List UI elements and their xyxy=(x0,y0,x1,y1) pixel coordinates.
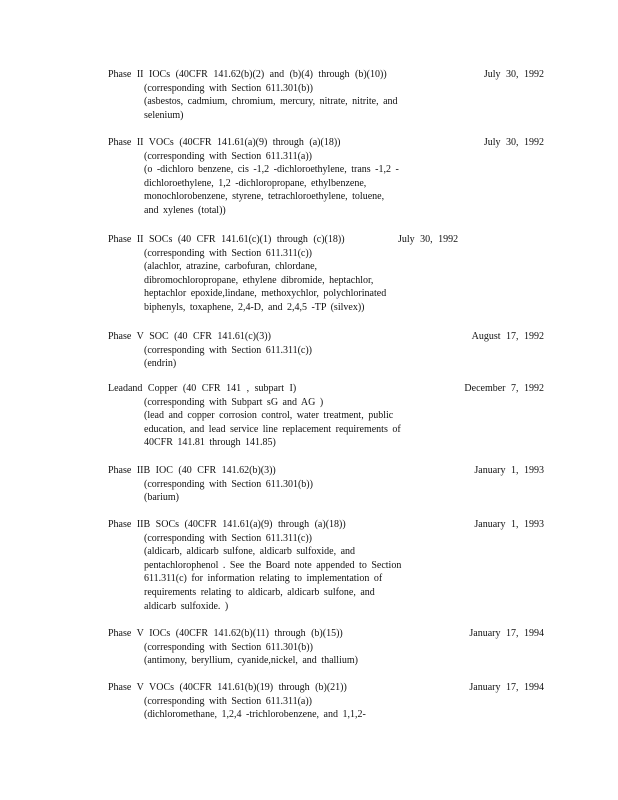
body-line: biphenyls, toxaphene, 2,4-D, and 2,4,5 -TP (silvex)) xyxy=(144,301,365,313)
body-line: (corresponding with Section 611.301(b)) xyxy=(144,641,313,653)
regulation-entry xyxy=(108,464,544,505)
body-line: dichloroethylene, 1,2 -dichloropropane, ethylbenzene, xyxy=(144,177,367,189)
body-line: selenium) xyxy=(144,109,184,121)
regulation-entry xyxy=(108,68,544,122)
body-line: (alachlor, atrazine, carbofuran, chlordane, xyxy=(144,261,318,273)
entry-body xyxy=(144,641,434,668)
regulation-entry xyxy=(108,681,544,722)
regulation-entry xyxy=(108,136,544,218)
body-line: monochlorobenzene, styrene, tetrachloroethylene, toluene, xyxy=(144,191,385,203)
body-line: (corresponding with Section 611.301(b)) xyxy=(144,478,313,490)
body-line: (corresponding with Section 611.311(c)) xyxy=(144,247,312,259)
body-line: (corresponding with Section 611.301(b)) xyxy=(144,82,313,94)
body-line: education, and lead service line replacement requirements of xyxy=(144,423,401,435)
body-line: (dichloromethane, 1,2,4 -trichlorobenzene, and 1,1,2- xyxy=(144,709,366,721)
body-line: (endrin) xyxy=(144,358,177,370)
body-line: (corresponding with Section 611.311(c)) xyxy=(144,344,312,356)
body-line: (antimony, beryllium, cyanide,nickel, and thallium) xyxy=(144,655,358,667)
body-line: (barium) xyxy=(144,492,179,504)
effective-date: January 1, 1993 xyxy=(474,519,544,530)
regulation-entry xyxy=(108,382,544,450)
entry-title: Leadand Copper (40 CFR 141 , subpart I) xyxy=(108,383,297,394)
body-line: requirements relating to aldicarb, aldicarb sulfone, and xyxy=(144,586,375,598)
body-line: (corresponding with Section 611.311(a)) xyxy=(144,695,312,707)
effective-date: December 7, 1992 xyxy=(464,383,544,394)
entry-body xyxy=(144,478,434,505)
entry-title: Phase II VOCs (40CFR 141.61(a)(9) through (a)(18)) xyxy=(108,137,341,148)
regulation-entry xyxy=(108,518,544,613)
regulation-entry xyxy=(108,627,544,668)
entry-body xyxy=(144,532,434,614)
body-line: aldicarb sulfoxide. ) xyxy=(144,600,229,612)
effective-date: August 17, 1992 xyxy=(471,331,544,342)
body-line: dibromochloropropane, ethylene dibromide, heptachlor, xyxy=(144,274,374,286)
entry-title: Phase V VOCs (40CFR 141.61(b)(19) through (b)(21)) xyxy=(108,682,347,693)
entry-title: Phase V SOC (40 CFR 141.61(c)(3)) xyxy=(108,331,271,342)
body-line: (corresponding with Section 611.311(c)) xyxy=(144,532,312,544)
body-line: (corresponding with Section 611.311(a)) xyxy=(144,150,312,162)
effective-date: January 17, 1994 xyxy=(469,628,544,639)
entry-body xyxy=(144,82,434,123)
body-line: 40CFR 141.81 through 141.85) xyxy=(144,437,276,449)
effective-date: January 17, 1994 xyxy=(469,682,544,693)
body-line: (aldicarb, aldicarb sulfone, aldicarb sulfoxide, and xyxy=(144,546,356,558)
entry-body xyxy=(144,396,434,450)
entry-title: Phase II IOCs (40CFR 141.62(b)(2) and (b)(4) through (b)(10)) xyxy=(108,69,387,80)
body-line: pentachlorophenol . See the Board note appended to Section xyxy=(144,559,402,571)
body-line: (asbestos, cadmium, chromium, mercury, nitrate, nitrite, and xyxy=(144,96,398,108)
entry-body xyxy=(144,247,434,315)
body-line: (lead and copper corrosion control, water treatment, public xyxy=(144,410,394,422)
body-line: (o -dichloro benzene, cis -1,2 -dichloroethylene, trans -1,2 - xyxy=(144,164,399,176)
body-line: (corresponding with Subpart sG and AG ) xyxy=(144,396,324,408)
entry-title: Phase IIB IOC (40 CFR 141.62(b)(3)) xyxy=(108,465,276,476)
entry-title: Phase V IOCs (40CFR 141.62(b)(11) through (b)(15)) xyxy=(108,628,343,639)
regulation-entry xyxy=(108,233,544,315)
regulation-entry xyxy=(108,330,544,371)
effective-date: July 30, 1992 xyxy=(398,234,459,245)
effective-date: January 1, 1993 xyxy=(474,465,544,476)
body-line: and xylenes (total)) xyxy=(144,204,226,216)
entry-title: Phase IIB SOCs (40CFR 141.61(a)(9) through (a)(18)) xyxy=(108,519,346,530)
entry-body xyxy=(144,695,434,722)
body-line: 611.311(c) for information relating to implementation of xyxy=(144,573,383,585)
effective-date: July 30, 1992 xyxy=(483,137,544,148)
entry-body xyxy=(144,150,434,218)
body-line: heptachlor epoxide,lindane, methoxychlor, polychlorinated xyxy=(144,288,387,300)
entry-title: Phase II SOCs (40 CFR 141.61(c)(1) through (c)(18)) xyxy=(108,234,345,245)
entry-body xyxy=(144,344,434,371)
effective-date: July 30, 1992 xyxy=(483,69,544,80)
